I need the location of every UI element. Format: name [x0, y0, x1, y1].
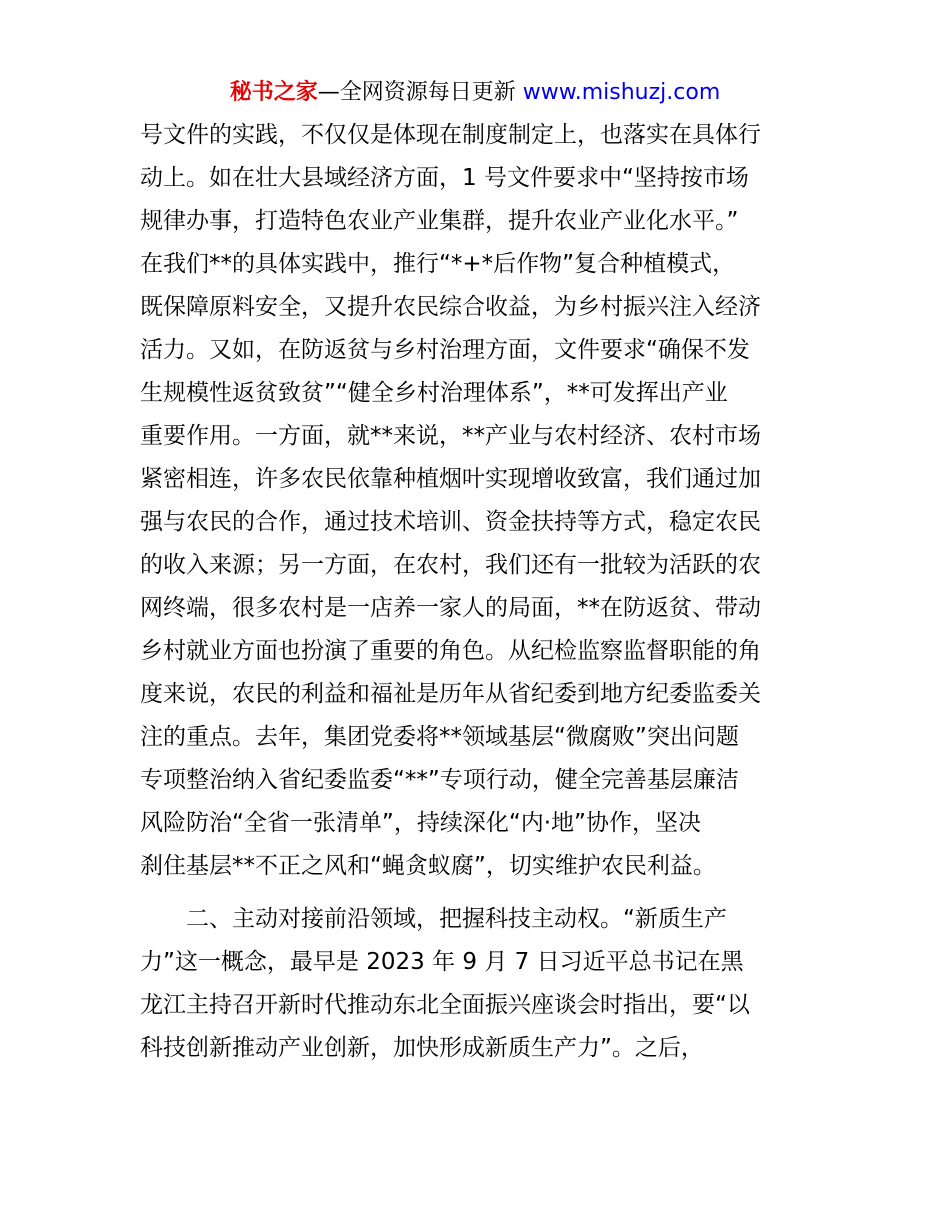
text-line: 注的重点。去年，集团党委将**领域基层“微腐败”突出问题 — [140, 724, 739, 750]
text-line: 力”这一概念，最早是 2023 年 9 月 7 日习近平总书记在黑 — [140, 949, 744, 975]
site-tagline: —全网资源每日更新 — [317, 80, 523, 105]
text-line: 科技创新推动产业创新，加快形成新质生产力”。之后， — [140, 1035, 704, 1061]
paragraph-spacer — [140, 888, 820, 898]
text-line: 紧密相连，许多农民依靠种植烟叶实现增收致富，我们通过加 — [140, 466, 761, 492]
site-url-link[interactable]: www.mishuzj.com — [522, 80, 721, 105]
site-header — [0, 76, 950, 110]
document-body — [140, 114, 820, 1070]
text-line: 活力。又如，在防返贫与乡村治理方面，文件要求“确保不发 — [140, 337, 750, 363]
text-line: 动上。如在壮大县域经济方面，1 号文件要求中“坚持按市场 — [140, 165, 749, 191]
text-line: 号文件的实践，不仅仅是体现在制度制定上，也落实在具体行 — [140, 122, 761, 148]
text-line: 刹住基层**不正之风和“蝇贪蚁腐”，切实维护农民利益。 — [140, 853, 716, 879]
text-line: 既保障原料安全，又提升农民综合收益，为乡村振兴注入经济 — [140, 294, 761, 320]
text-line: 龙江主持召开新时代推动东北全面振兴座谈会时指出，要“以 — [140, 992, 750, 1018]
text-line: 网终端，很多农村是一店养一家人的局面，**在防返贫、带动 — [140, 595, 761, 621]
text-line: 度来说，农民的利益和福祉是历年从省纪委到地方纪委监委关 — [140, 681, 761, 707]
text-line: 二、主动对接前沿领域，把握科技主动权。“新质生产 — [140, 906, 727, 932]
text-line: 专项整治纳入省纪委监委“**”专项行动，健全完善基层廉洁 — [140, 767, 739, 793]
text-line: 强与农民的合作，通过技术培训、资金扶持等方式，稳定农民 — [140, 509, 761, 535]
paragraph-2 — [140, 898, 820, 1070]
site-brand: 秘书之家 — [229, 80, 318, 105]
text-line: 乡村就业方面也扮演了重要的角色。从纪检监察监督职能的角 — [140, 638, 761, 664]
paragraph-1 — [140, 114, 820, 888]
text-line: 生规模性返贫致贫”“健全乡村治理体系”，**可发挥出产业 — [140, 380, 728, 406]
text-line: 规律办事，打造特色农业产业集群，提升农业产业化水平。” — [140, 208, 739, 234]
text-line: 在我们**的具体实践中，推行“*+*后作物”复合种植模式， — [140, 251, 736, 277]
text-line: 的收入来源；另一方面，在农村，我们还有一批较为活跃的农 — [140, 552, 761, 578]
text-line: 重要作用。一方面，就**来说，**产业与农村经济、农村市场 — [140, 423, 761, 449]
text-line: 风险防治“全省一张清单”，持续深化“内·地”协作，坚决 — [140, 810, 701, 836]
